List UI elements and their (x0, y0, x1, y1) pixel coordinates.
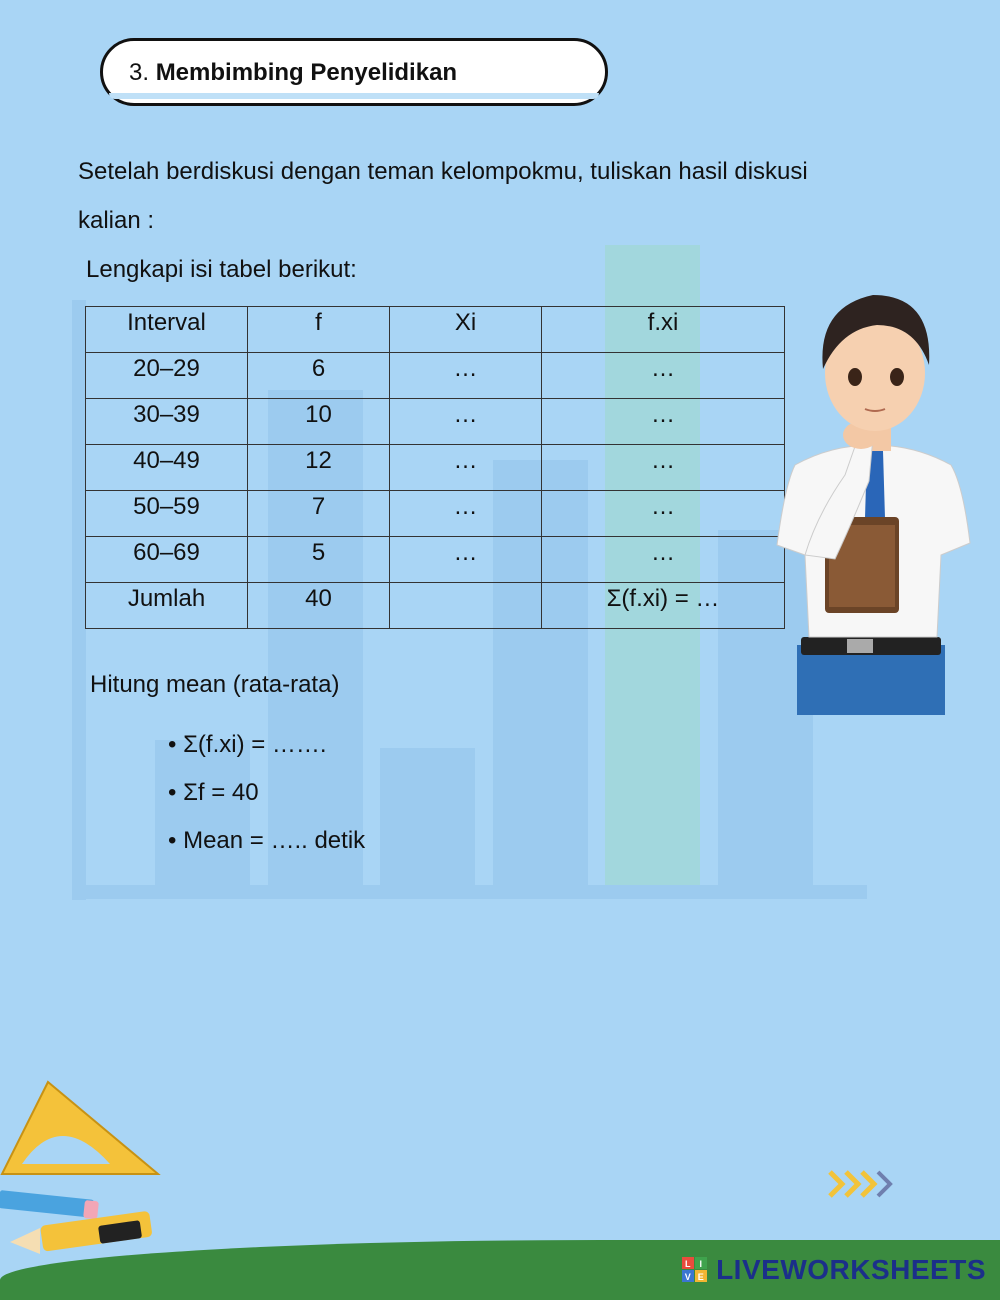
cell-fxi-input[interactable]: … (542, 537, 785, 583)
cell-f: 12 (248, 445, 390, 491)
cell-f: 6 (248, 353, 390, 399)
table-row (86, 445, 785, 491)
badge-letter-l: L (684, 1259, 691, 1269)
table-row (86, 353, 785, 399)
cell-total-f: 40 (248, 583, 390, 629)
cell-xi-input[interactable]: … (390, 491, 542, 537)
section-title-pill (100, 38, 608, 106)
table-row (86, 537, 785, 583)
header-xi: Xi (390, 307, 542, 353)
cell-xi-input[interactable]: … (390, 537, 542, 583)
badge-letter-e: E (697, 1272, 705, 1282)
header-fxi: f.xi (542, 307, 785, 353)
cell-total-xi (390, 583, 542, 629)
liveworksheets-logo[interactable] (682, 1254, 986, 1286)
badge-letter-i: I (699, 1259, 703, 1269)
student-trousers (797, 645, 945, 715)
bullet-sum-f: • Σf = 40 (168, 779, 259, 806)
cell-f: 5 (248, 537, 390, 583)
section-number: 3. (129, 59, 150, 86)
section-title (129, 59, 457, 87)
cell-interval: 20–29 (86, 353, 248, 399)
cell-total-fxi-input[interactable]: Σ(f.xi) = … (542, 583, 785, 629)
cell-interval: 40–49 (86, 445, 248, 491)
mean-heading: Hitung mean (rata-rata) (90, 671, 340, 698)
pencil-eraser (83, 1200, 99, 1219)
cell-xi-input[interactable]: … (390, 399, 542, 445)
cell-fxi-input[interactable]: … (542, 491, 785, 537)
badge-letter-v: V (684, 1272, 692, 1282)
frequency-table (85, 306, 785, 629)
bullet-sum-fxi[interactable]: • Σ(f.xi) = ……. (168, 731, 327, 758)
pencil-tip-icon (10, 1228, 40, 1254)
liveworksheets-badge-icon (682, 1257, 708, 1283)
section-title-text: Membimbing Penyelidikan (155, 59, 458, 86)
student-illustration (765, 285, 975, 715)
header-interval: Interval (86, 307, 248, 353)
bg-bar-1 (155, 740, 250, 885)
table-row (86, 399, 785, 445)
table-header-row (86, 307, 785, 353)
bullet-mean[interactable]: • Mean = ….. detik (168, 827, 366, 854)
cell-xi-input[interactable]: … (390, 353, 542, 399)
student-right-eye (890, 368, 904, 386)
student-belt-buckle (847, 639, 873, 653)
chevron-arrows-icon (826, 1168, 896, 1200)
header-f: f (248, 307, 390, 353)
table-total-row (86, 583, 785, 629)
cell-fxi-input[interactable]: … (542, 399, 785, 445)
blue-pencil-icon (0, 1190, 94, 1218)
cell-f: 10 (248, 399, 390, 445)
table-instruction: Lengkapi isi tabel berikut: (86, 256, 357, 283)
cell-interval: 60–69 (86, 537, 248, 583)
intro-line-1: Setelah berdiskusi dengan teman kelompokmu, tuliskan hasil diskusi (78, 158, 808, 185)
intro-line-2: kalian : (78, 207, 155, 234)
student-left-eye (848, 368, 862, 386)
cell-total-label: Jumlah (86, 583, 248, 629)
set-square-pencils (0, 1078, 170, 1258)
bg-bar-3 (380, 748, 475, 885)
cell-fxi-input[interactable]: … (542, 353, 785, 399)
bg-axis-y (72, 300, 86, 900)
table-row (86, 491, 785, 537)
cell-fxi-input[interactable]: … (542, 445, 785, 491)
cell-xi-input[interactable]: … (390, 445, 542, 491)
cell-interval: 50–59 (86, 491, 248, 537)
liveworksheets-text: LIVEWORKSHEETS (716, 1254, 986, 1285)
bg-axis-x (72, 885, 867, 899)
cell-f: 7 (248, 491, 390, 537)
cell-interval: 30–39 (86, 399, 248, 445)
